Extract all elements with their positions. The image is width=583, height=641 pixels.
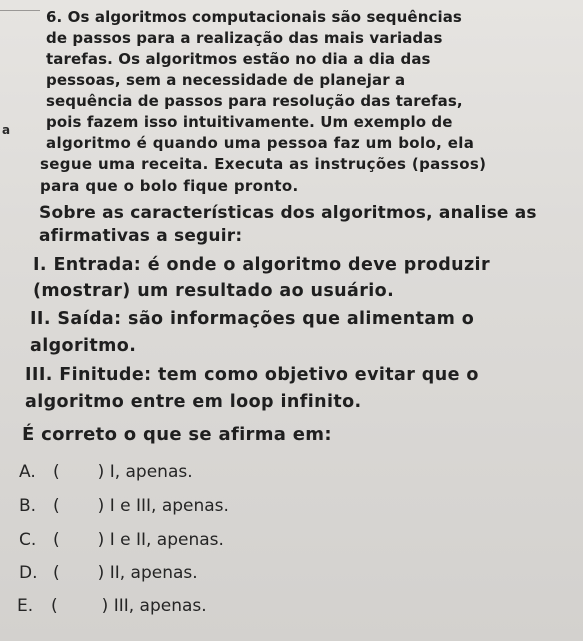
statement-2-line-2: algoritmo. [30, 336, 137, 356]
intro-line-4: pessoas, sem a necessidade de planejar a [46, 71, 406, 89]
intro-line-5: sequência de passos para resolução das tarefas, [46, 92, 463, 110]
option-c-text: I e II, apenas. [109, 530, 224, 550]
option-e[interactable] [17, 596, 207, 616]
statement-2-line-1: II. Saída: são informações que alimentam o [30, 309, 475, 329]
statement-1-line-1: I. Entrada: é onde o algoritmo deve produzir [33, 255, 490, 275]
option-a-letter: A. [19, 462, 36, 482]
intro-line-9: para que o bolo fique pronto. [40, 177, 299, 195]
intro-line-3: tarefas. Os algoritmos estão no dia a dia das [46, 50, 431, 68]
statement-3-line-1: III. Finitude: tem como objetivo evitar que o [25, 365, 479, 385]
top-divider [0, 10, 40, 11]
statement-3-line-2: algoritmo entre em loop infinito. [25, 392, 362, 412]
analysis-line-1: Sobre as características dos algoritmos, analise as [39, 203, 537, 223]
statement-1-line-2: (mostrar) um resultado ao usuário. [33, 281, 395, 301]
intro-line-1: 6. Os algoritmos computacionais são sequências [46, 8, 462, 26]
intro-line-2: de passos para a realização das mais variadas [46, 29, 443, 47]
option-d-close-paren: ) [97, 563, 105, 583]
intro-line-6: pois fazem isso intuitivamente. Um exemplo de [46, 113, 453, 131]
option-c-letter: C. [19, 530, 37, 550]
option-d-text: II, apenas. [109, 563, 198, 583]
option-e-open-paren: ( [51, 596, 58, 616]
option-d-letter: D. [19, 563, 38, 583]
option-d[interactable] [19, 563, 198, 583]
analysis-line-2: afirmativas a seguir: [39, 226, 243, 246]
intro-line-8: segue uma receita. Executa as instruções (passos) [40, 155, 487, 173]
option-a-close-paren: ) [97, 462, 105, 482]
option-b-text: I e III, apenas. [109, 496, 229, 516]
option-d-open-paren: ( [53, 563, 60, 583]
option-c[interactable] [19, 530, 224, 550]
option-b-close-paren: ) [97, 496, 105, 516]
option-c-close-paren: ) [97, 530, 105, 550]
option-a-text: I, apenas. [109, 462, 193, 482]
option-b-letter: B. [19, 496, 37, 516]
option-e-close-paren: ) [101, 596, 109, 616]
intro-line-7: algoritmo é quando uma pessoa faz um bolo, ela [46, 134, 475, 152]
option-a-open-paren: ( [53, 462, 60, 482]
question-ask: É correto o que se afirma em: [22, 424, 332, 445]
option-b-open-paren: ( [53, 496, 60, 516]
option-a[interactable] [19, 462, 193, 482]
option-e-letter: E. [17, 596, 34, 616]
option-e-text: III, apenas. [113, 596, 207, 616]
option-c-open-paren: ( [53, 530, 60, 550]
option-b[interactable] [19, 496, 229, 516]
margin-letter: a [2, 123, 11, 137]
